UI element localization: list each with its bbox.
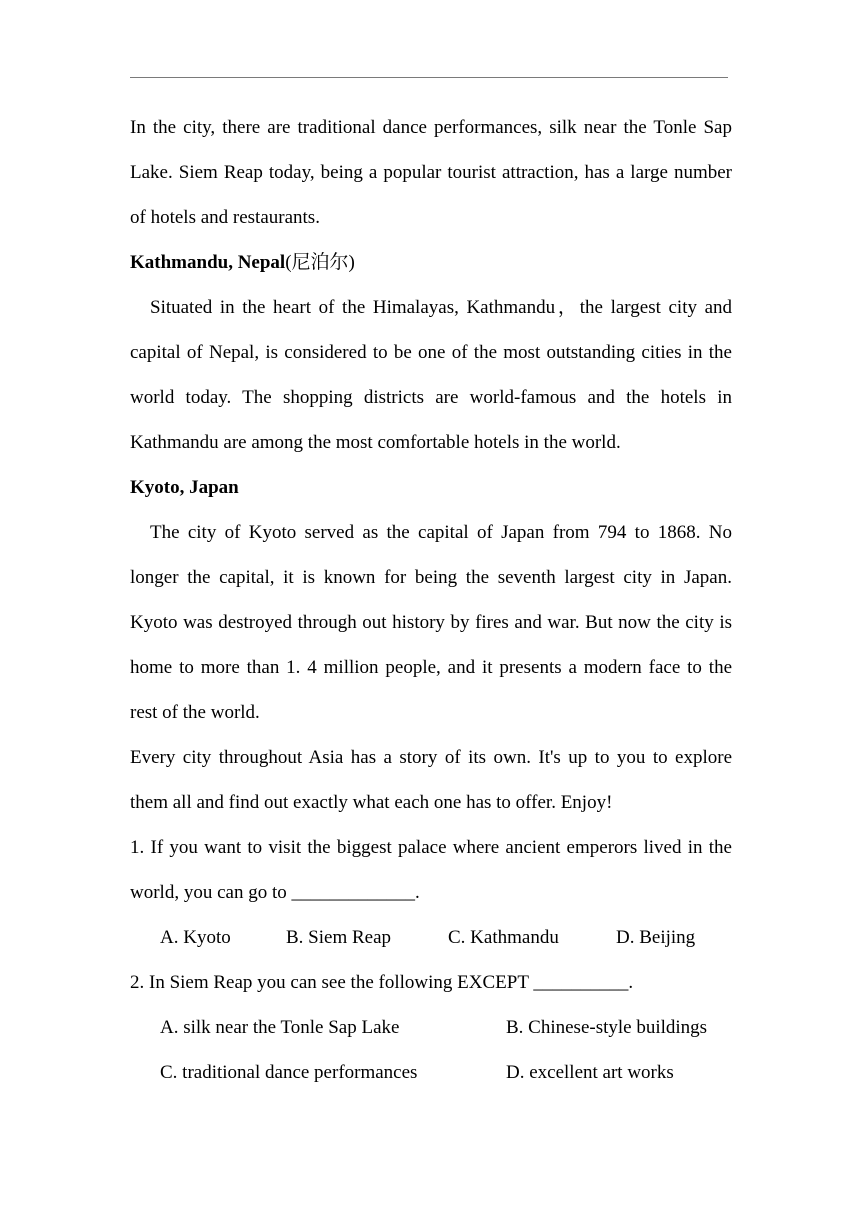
question-2-option-c: C. traditional dance performances — [160, 1062, 418, 1083]
question-1-options — [130, 915, 732, 960]
question-1-option-a: A. Kyoto — [160, 927, 231, 948]
kyoto-paragraph: The city of Kyoto served as the capital of Japan from 794 to 1868. No longer the capital, it is known for being the seventh largest city in Japan. Kyoto was destroyed through out history by fires and war. But now the city is home to more than 1. 4 million people, and it presents a modern face to the rest of the world. — [130, 522, 732, 723]
question-1-option-c: C. Kathmandu — [448, 927, 559, 948]
question-2-options-row-1 — [130, 1005, 732, 1050]
question-2-option-b: B. Chinese-style buildings — [506, 1017, 708, 1038]
kathmandu-heading — [130, 240, 732, 285]
question-2-option-a: A. silk near the Tonle Sap Lake — [160, 1017, 400, 1038]
question-2-stem: 2. In Siem Reap you can see the following EXCEPT __________. — [130, 972, 634, 993]
question-2-option-d: D. excellent art works — [506, 1062, 674, 1083]
document-body — [130, 105, 732, 1095]
header-rule — [130, 77, 728, 78]
kathmandu-paragraph: Situated in the heart of the Himalayas, Kathmandu，the largest city and capital of Nepal, is considered to be one of the most outstanding cities in the world today. The shopping districts are world-famous and the hotels in Kathmandu are among the most comfortable hotels in the world. — [130, 297, 732, 453]
question-1-option-b: B. Siem Reap — [286, 927, 392, 948]
question-1-option-d: D. Beijing — [616, 927, 696, 948]
kyoto-heading: Kyoto, Japan — [130, 477, 239, 498]
kathmandu-heading-cn: (尼泊尔) — [285, 252, 355, 273]
question-1-stem: 1. If you want to visit the biggest palace where ancient emperors lived in the world, you can go to _____________. — [130, 837, 732, 903]
siem-reap-paragraph: In the city, there are traditional dance performances, silk near the Tonle Sap Lake. Siem Reap today, being a popular tourist attraction, has a large number of hotels and restaurants. — [130, 117, 732, 228]
kathmandu-heading-text: Kathmandu, Nepal — [130, 252, 286, 273]
question-2-options-row-2 — [130, 1050, 732, 1095]
closing-paragraph: Every city throughout Asia has a story of its own. It's up to you to explore them all and find out exactly what each one has to offer. Enjoy! — [130, 747, 732, 813]
